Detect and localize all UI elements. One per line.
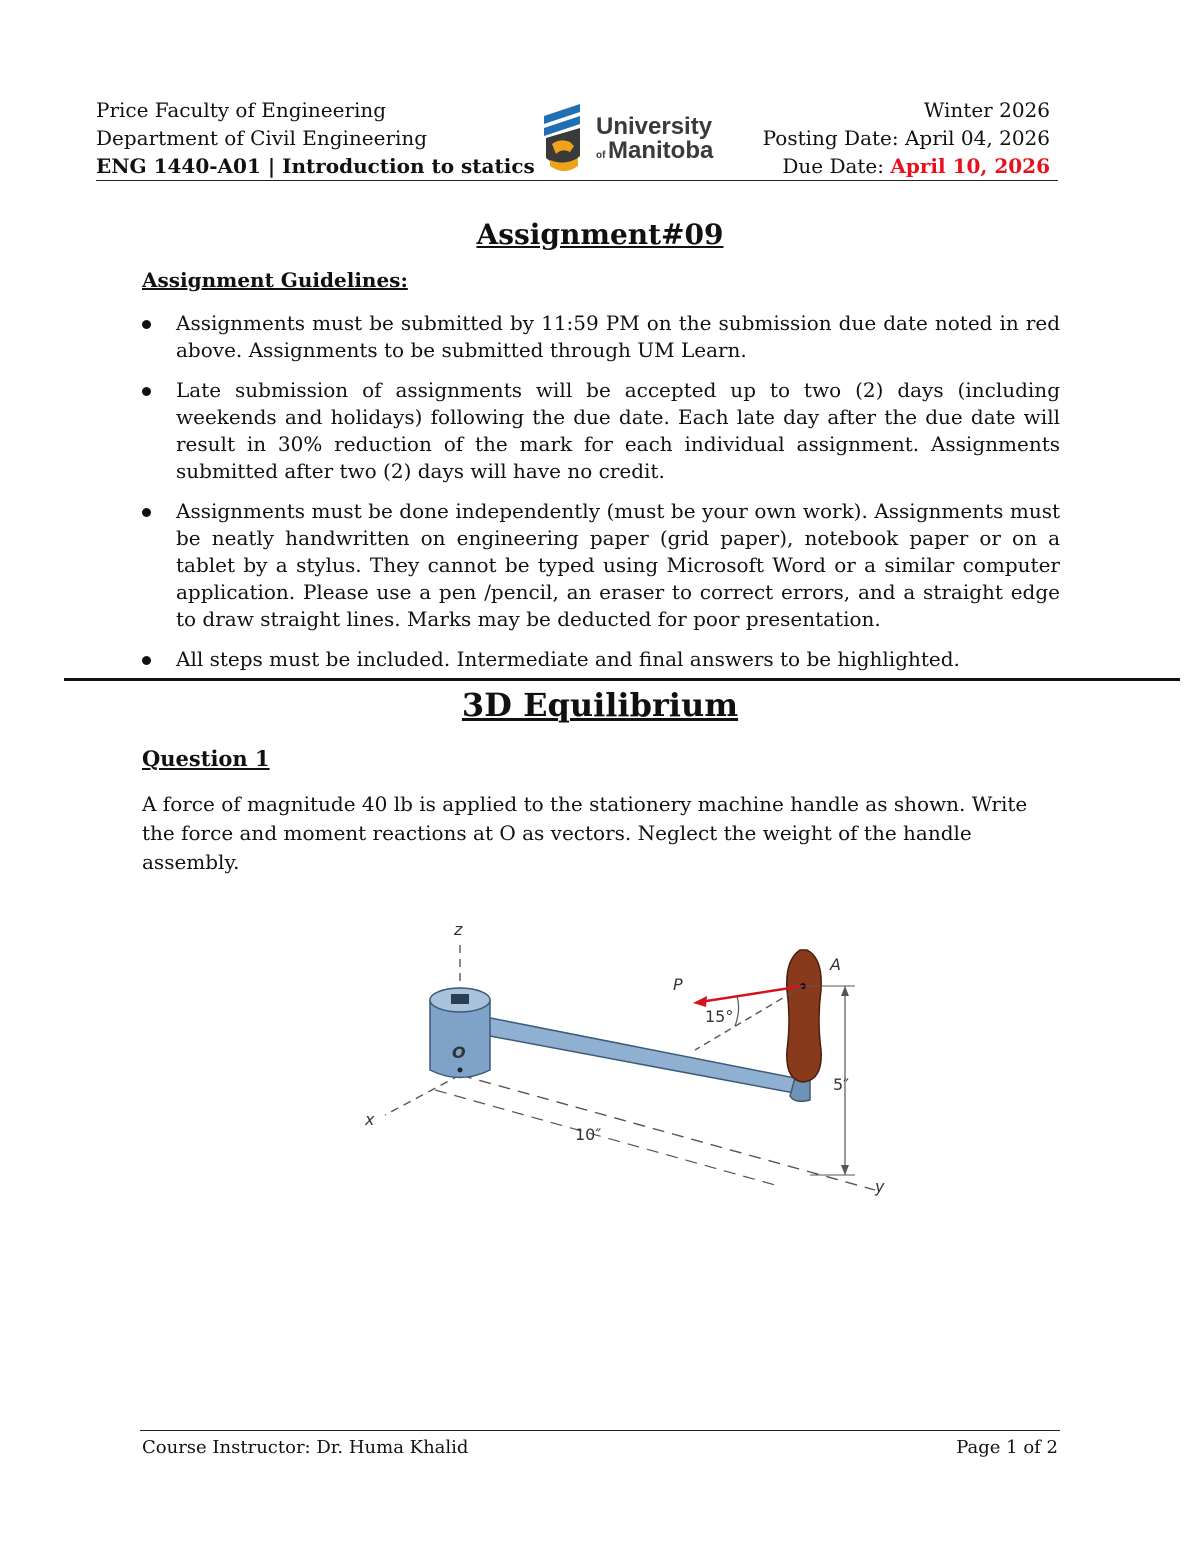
label-O: O (452, 1043, 466, 1062)
arrowhead-icon (693, 996, 707, 1007)
section-divider (64, 678, 1180, 681)
y-axis-label: y (875, 1177, 885, 1196)
course-name: ENG 1440-A01 | Introduction to statics (96, 154, 535, 178)
due-date-value: April 10, 2026 (890, 154, 1050, 178)
header-left (96, 96, 535, 180)
faculty-name: Price Faculty of Engineering (96, 98, 387, 122)
footer-instructor: Course Instructor: Dr. Huma Khalid (142, 1437, 469, 1458)
guideline-text: All steps must be included. Intermediate and final answers to be highlighted. (176, 647, 960, 671)
label-A: A (830, 955, 841, 974)
bullet-icon (142, 387, 151, 396)
height-dimension: 5″ (833, 1075, 850, 1094)
z-axis-label: z (454, 920, 463, 939)
guidelines-heading: Assignment Guidelines: (142, 268, 408, 292)
angle-arc (735, 996, 739, 1026)
dim-arrow-down-icon (841, 1165, 849, 1175)
x-axis (385, 1075, 460, 1115)
list-item (142, 377, 1060, 485)
question-text: A force of magnitude 40 lb is applied to the stationery machine handle as shown. Write the force and moment reactions at O as vectors. Neglect the weight of the handle assembly. (142, 792, 1028, 874)
wooden-knob (787, 950, 821, 1082)
dim-length-line (435, 1090, 775, 1185)
section-title: 3D Equilibrium (461, 686, 739, 724)
bullet-icon (142, 320, 151, 329)
dim-arrow-up-icon (841, 986, 849, 996)
guideline-text: Late submission of assignments will be accepted up to two (2) days (including weekends and holidays) following the due date. Each late day after the due date will result in 30% reduction of the mark for each individual assignment. Assignments submitted after two (2) days will have no credit. (176, 378, 1060, 483)
angle-label: 15° (705, 1007, 734, 1026)
assignment-title: Assignment#09 (476, 218, 724, 251)
page-footer (140, 1430, 1060, 1458)
guidelines-list (142, 310, 1060, 686)
logo-text-manitoba: Manitoba (608, 137, 714, 164)
posting-date: Posting Date: April 04, 2026 (762, 126, 1050, 150)
university-logo (540, 100, 720, 176)
length-dimension: 10″ (575, 1125, 602, 1144)
logo-text-university: University (596, 113, 713, 140)
y-axis (460, 1075, 875, 1190)
due-date-label: Due Date: (782, 154, 891, 178)
square-socket (451, 994, 469, 1004)
footer-page-number: Page 1 of 2 (956, 1437, 1058, 1458)
guideline-text: Assignments must be submitted by 11:59 PM on the submission due date noted in red above. Assignments to be submitted through UM Learn. (176, 311, 1060, 362)
label-P: P (673, 975, 683, 994)
shield-icon (544, 104, 580, 171)
header-right (763, 96, 1050, 180)
handle-bar (447, 1010, 805, 1095)
term: Winter 2026 (923, 98, 1050, 122)
point-O (458, 1068, 463, 1073)
department-name: Department of Civil Engineering (96, 126, 428, 150)
list-item (142, 646, 1060, 673)
x-axis-label: x (365, 1110, 375, 1129)
page-header (96, 96, 1058, 181)
machine-handle-figure (355, 910, 895, 1210)
bullet-icon (142, 656, 151, 665)
bullet-icon (142, 508, 151, 517)
question-heading: Question 1 (142, 746, 270, 771)
list-item (142, 310, 1060, 364)
guideline-text: Assignments must be done independently (must be your own work). Assignments must be neatly handwritten on engineering paper (grid paper), notebook paper or on a tablet by a stylus. They cannot be typed using Microsoft Word or a similar computer application. Please use a pen /pencil, an eraser to correct errors, and a straight edge to draw straight lines. Marks may be deducted for poor presentation. (176, 499, 1060, 631)
due-date-line (763, 152, 1050, 180)
logo-text-of: of (596, 150, 606, 161)
list-item (142, 498, 1060, 633)
